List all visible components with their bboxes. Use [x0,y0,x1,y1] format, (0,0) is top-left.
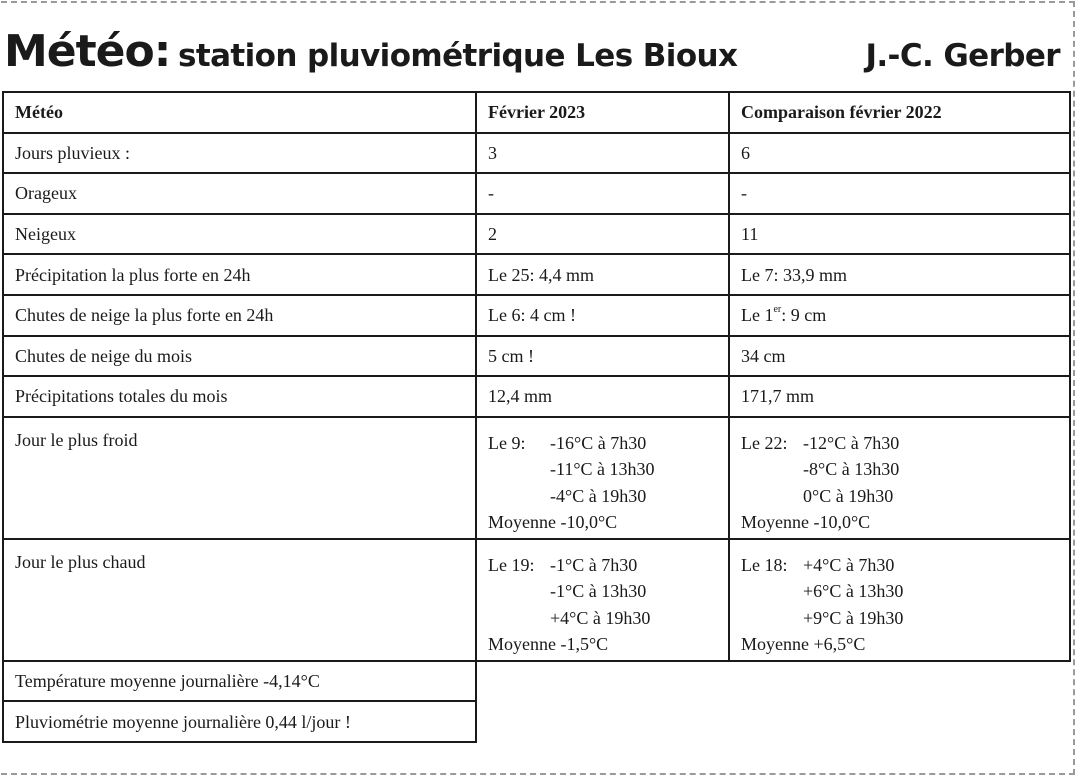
table-row [3,133,1070,174]
cell-feb-2022: 11 [729,214,1070,255]
cell-feb-2023: 3 [476,133,729,174]
temp-average: Moyenne -10,0°C [488,512,618,533]
summary-temperature: Température moyenne journalière -4,14°C [3,661,476,702]
summary-row [3,661,1070,702]
day-label: Le 9: [488,432,526,453]
cell-feb-2023: - [476,173,729,214]
column-header: Météo [3,92,476,133]
cell-feb-2022: 171,7 mm [729,376,1070,417]
summary-rainfall: Pluviométrie moyenne journalière 0,44 l/jour ! [3,701,476,742]
cell-feb-2023: 12,4 mm [476,376,729,417]
cell-text: : 9 cm [781,305,827,326]
temp-average: Moyenne -10,0°C [741,512,871,533]
temp-reading: -1°C à 13h30 [550,581,647,602]
row-label: Neigeux [3,214,476,255]
cell-feb-2023: Le 25: 4,4 mm [476,254,729,295]
table-row-coldest [3,417,1070,539]
cell-feb-2023: 5 cm ! [476,336,729,377]
temp-reading: +4°C à 7h30 [803,554,895,575]
table-row-warmest [3,539,1070,661]
temp-reading: +9°C à 19h30 [803,607,904,628]
page-title: Météo: [4,26,171,77]
table-row [3,254,1070,295]
cell-feb-2022: - [729,173,1070,214]
cell-feb-2022: Le 7: 33,9 mm [729,254,1070,295]
cell-feb-2022: 34 cm [729,336,1070,377]
empty-cell [476,701,1070,742]
temp-reading: -8°C à 13h30 [803,459,900,480]
day-label: Le 18: [741,554,788,575]
cell-feb-2022 [729,539,1070,661]
temp-reading: -16°C à 7h30 [550,432,647,453]
temp-reading: +6°C à 13h30 [803,581,904,602]
temp-average: Moyenne +6,5°C [741,634,866,655]
author-name: J.-C. Gerber [865,38,1060,74]
temp-average: Moyenne -1,5°C [488,634,609,655]
temp-reading: -11°C à 13h30 [550,459,655,480]
column-header: Comparaison février 2022 [729,92,1070,133]
cell-feb-2023 [476,417,729,539]
temp-reading: -12°C à 7h30 [803,432,900,453]
temp-reading: -1°C à 7h30 [550,554,638,575]
cell-feb-2022: 6 [729,133,1070,174]
table-row [3,295,1070,336]
row-label: Chutes de neige du mois [3,336,476,377]
temp-reading: +4°C à 19h30 [550,607,651,628]
page-header [4,22,1060,82]
cell-text: Le 1 [741,305,774,326]
row-label: Orageux [3,173,476,214]
day-label: Le 19: [488,554,535,575]
page-subtitle: station pluviométrique Les Bioux [178,38,738,74]
row-label: Chutes de neige la plus forte en 24h [3,295,476,336]
row-label: Jour le plus chaud [3,539,476,661]
table-row [3,376,1070,417]
row-label: Précipitations totales du mois [3,376,476,417]
weather-table [2,91,1071,743]
row-label: Jours pluvieux : [3,133,476,174]
row-label: Précipitation la plus forte en 24h [3,254,476,295]
day-label: Le 22: [741,432,788,453]
cell-feb-2023: Le 6: 4 cm ! [476,295,729,336]
cell-feb-2023: 2 [476,214,729,255]
cell-feb-2023 [476,539,729,661]
ordinal-suffix: er [773,304,782,316]
temp-reading: 0°C à 19h30 [803,485,894,506]
cell-feb-2022 [729,295,1070,336]
table-header-row [3,92,1070,133]
table-row [3,173,1070,214]
row-label: Jour le plus froid [3,417,476,539]
summary-row [3,701,1070,742]
cell-feb-2022 [729,417,1070,539]
table-row [3,336,1070,377]
column-header: Février 2023 [476,92,729,133]
empty-cell [476,661,1070,702]
temp-reading: -4°C à 19h30 [550,485,647,506]
table-row [3,214,1070,255]
